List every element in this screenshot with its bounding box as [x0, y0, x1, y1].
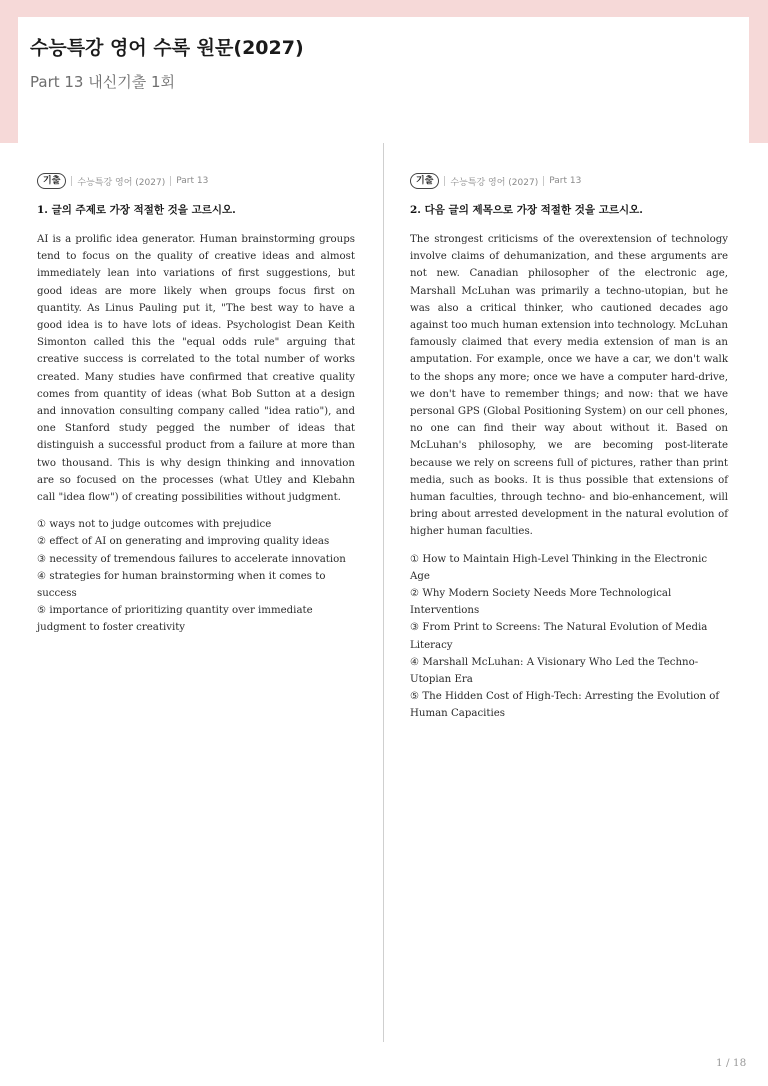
question-1-part: Part 13 [176, 176, 209, 186]
question-1-block [37, 172, 355, 653]
column-divider [383, 143, 384, 1042]
question-1-badge: 기출 [37, 173, 66, 189]
page-number: 1 / 18 [716, 1057, 747, 1069]
question-1-choices [37, 516, 355, 636]
question-2-meta [410, 172, 728, 190]
question-1-source: 수능특강 영어 (2027) [77, 177, 166, 188]
question-1-prompt: 1. 글의 주제로 가장 적절한 것을 고르시오. [37, 204, 236, 216]
question-2-part: Part 13 [549, 176, 582, 186]
meta-separator [170, 176, 171, 186]
question-1-choice-4[interactable]: ④ strategies for human brainstorming when it comes to success [37, 570, 326, 600]
question-1-meta [37, 172, 355, 190]
document-title: 수능특강 영어 수록 원문(2027) [30, 37, 304, 59]
question-2-prompt: 2. 다음 글의 제목으로 가장 적절한 것을 고르시오. [410, 204, 643, 216]
question-1-choice-3[interactable]: ③ necessity of tremendous failures to accelerate innovation [37, 553, 346, 565]
question-1-choice-1[interactable]: ① ways not to judge outcomes with prejudice [37, 519, 272, 531]
document-subtitle: Part 13 내신기출 1회 [30, 73, 175, 91]
question-2-choice-3[interactable]: ③ From Print to Screens: The Natural Evolution of Media Literacy [410, 622, 708, 651]
question-2-badge: 기출 [410, 173, 439, 189]
question-2-choice-1[interactable]: ① How to Maintain High-Level Thinking in the Electronic Age [410, 553, 708, 582]
question-1-passage: AI is a prolific idea generator. Human brainstorming groups tend to focus on the quality of creative ideas and almost immediately lean into variations of first suggestions, but good ideas are more likely when groups focus first on quantity. As Linus Pauling put it, "The best way to have a good idea is to have lots of ideas. Psychologist Dean Keith Simonton called this the "equal odds rule" arguing that creative success is correlated to the total number of works created. Many studies have confirmed that creative quality comes from quantity of ideas (what Bob Sutton at a design and innovation consulting company called "idea ratio"), and one Stanford study pegged the number of ideas that distinguish a successful product from a failure at more than two thousand. This is why design thinking and innovation are so focused on the processes (what Utley and Klebahn call "idea flow") of creating possibilities without judgment. [37, 234, 355, 504]
question-2-choice-2[interactable]: ② Why Modern Society Needs More Technological Interventions [410, 588, 672, 617]
question-1-choice-5[interactable]: ⑤ importance of prioritizing quantity over immediate judgment to foster creativity [37, 605, 313, 634]
question-2-source: 수능특강 영어 (2027) [450, 177, 539, 188]
question-2-block [410, 172, 728, 739]
question-2-choice-4[interactable]: ④ Marshall McLuhan: A Visionary Who Led the Techno-Utopian Era [410, 656, 699, 686]
meta-separator [444, 176, 445, 186]
question-2-choices [410, 551, 728, 723]
meta-separator [543, 176, 544, 186]
question-1-choice-2[interactable]: ② effect of AI on generating and improving quality ideas [37, 536, 330, 548]
meta-separator [71, 176, 72, 186]
question-2-passage: The strongest criticisms of the overextension of technology involve claims of dehumanization, and these arguments are not new. Canadian philosopher of the electronic age, Marshall McLuhan was primarily a techno-utopian, but he was also a critical thinker, who cautioned decades ago against too much human extension into technology. McLuhan famously claimed that every media extension of man is an amputation. For example, once we have a car, we don't walk to the shops any more; once we have a computer hard-drive, we don't have to remember things; and now: that we have personal GPS (Global Positioning System) on our cell phones, no one can find their way about without it. Based on McLuhan's philosophy, we are becoming post-literate because we rely on screens full of pictures, rather than print media, such as books. It is thus possible that extensions of human faculties, through techno- and bio-enhancement, will bring about arrested development in the natural evolution of higher human faculties. [410, 234, 728, 538]
question-2-choice-5[interactable]: ⑤ The Hidden Cost of High-Tech: Arresting the Evolution of Human Capacities [410, 691, 720, 720]
